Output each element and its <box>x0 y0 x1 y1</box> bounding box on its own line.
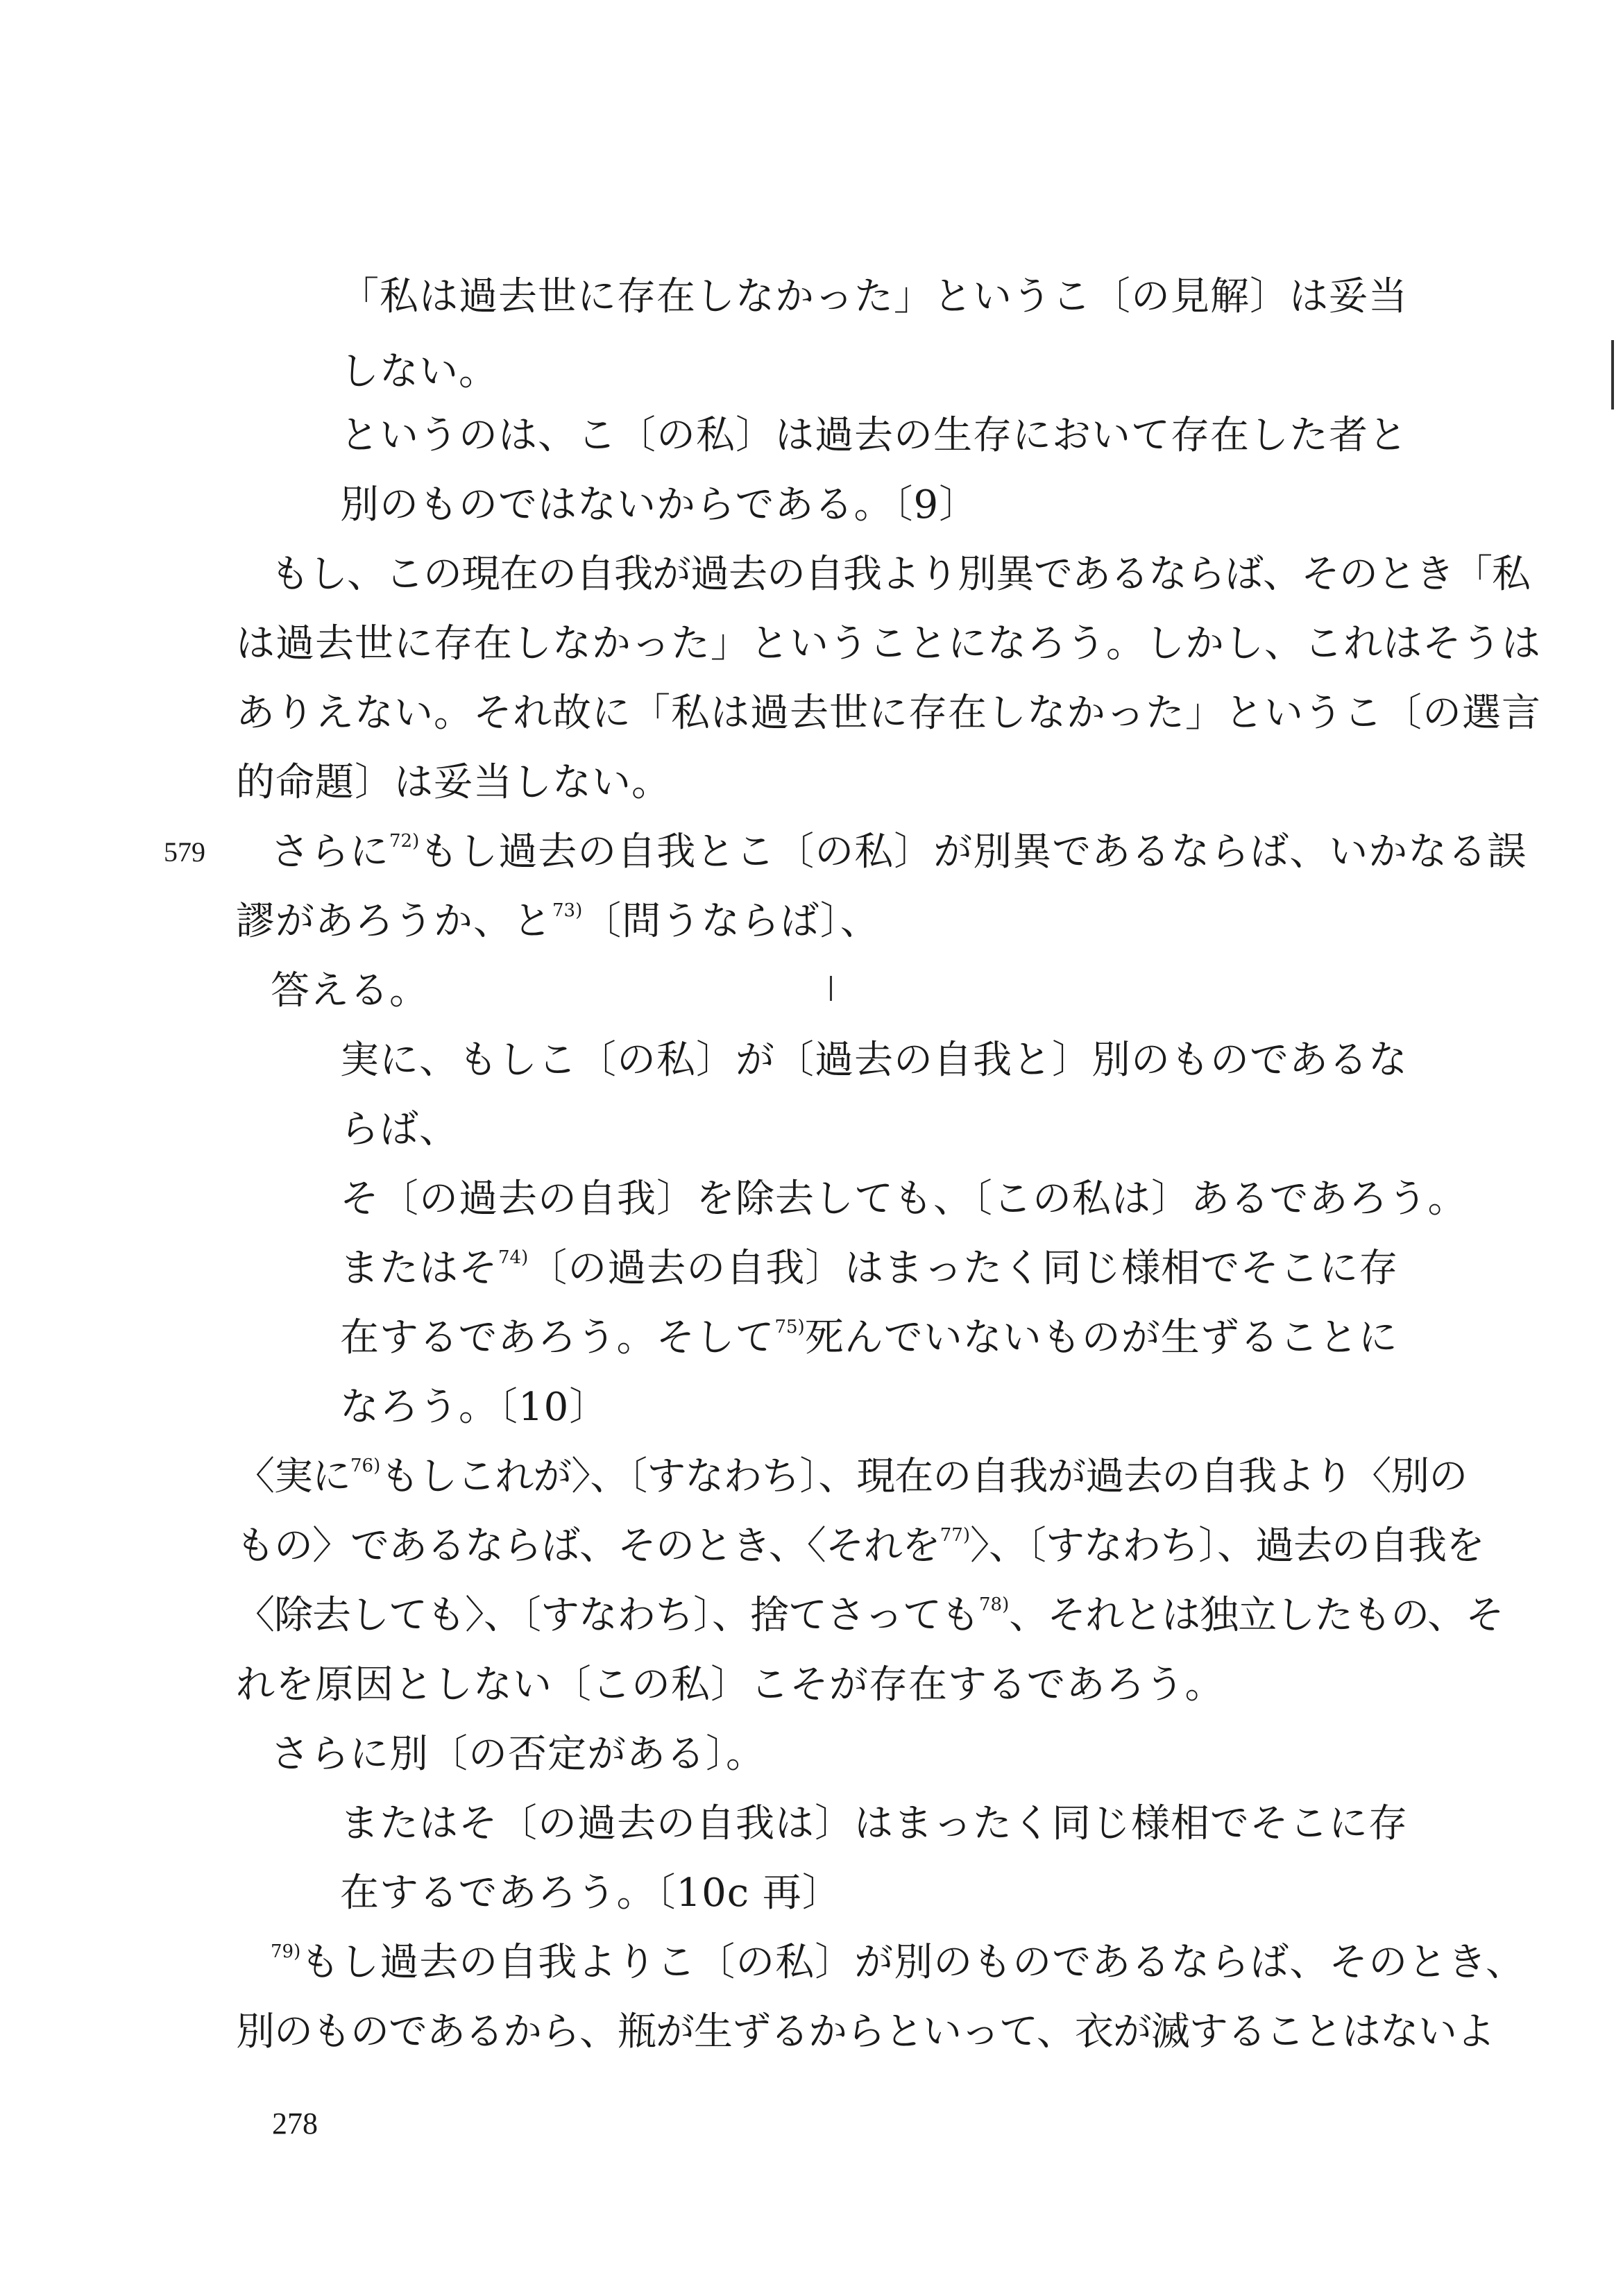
footnote-ref: 72) <box>389 831 420 852</box>
text-segment: 〔問うならば〕、 <box>582 899 880 944</box>
text-segment: 〈除去しても〉、〔すなわち〕、捨てさっても <box>236 1593 979 1638</box>
prose-line: もし、この現在の自我が過去の自我より別異であるならば、そのとき「私 <box>271 552 1530 597</box>
prose-line: さらに別〔の否定がある〕。 <box>271 1732 765 1777</box>
verse-line: らば、 <box>340 1107 459 1152</box>
footnote-ref: 76) <box>350 1455 381 1476</box>
footnote-ref: 74) <box>498 1247 529 1268</box>
verse-line: 実に、もしこ〔の私〕が〔過去の自我と〕別のものであるな <box>340 1038 1408 1083</box>
footnote-ref: 73) <box>552 900 583 921</box>
verse-line <box>340 1244 1398 1294</box>
scan-mark <box>830 976 832 1001</box>
prose-line: 別のものであるから、瓶が生ずるからといって、衣が滅することはないよ <box>236 2009 1495 2054</box>
text-segment: 〔の過去の自我〕はまったく同じ様相でそこに存 <box>528 1246 1399 1291</box>
text-segment: さらに <box>271 829 389 875</box>
prose-line <box>236 1591 1504 1641</box>
prose-line: ありえない。それ故に「私は過去世に存在しなかった」というこ〔の選言 <box>236 691 1541 736</box>
page-number: 278 <box>272 2107 318 2141</box>
verse-line <box>340 1313 1398 1363</box>
verse-line: 別のものではないからである。〔9〕 <box>340 482 979 527</box>
verse-line: なろう。〔10〕 <box>340 1385 609 1430</box>
prose-line <box>236 1452 1467 1502</box>
footnote-ref: 79) <box>271 1941 301 1962</box>
text-segment: もしこれが〉、〔すなわち〕、現在の自我が過去の自我より〈別の <box>380 1454 1468 1499</box>
text-segment: 死んでいないものが生ずることに <box>804 1315 1398 1360</box>
prose-line <box>236 1521 1484 1571</box>
verse-line: 在するであろう。〔10c 再〕 <box>340 1871 842 1916</box>
footnote-ref: 75) <box>774 1317 805 1337</box>
text-segment: 謬があろうか、と <box>236 899 552 944</box>
margin-number: 579 <box>164 836 205 868</box>
prose-line: れを原因としない〔この私〕こそが存在するであろう。 <box>236 1662 1225 1707</box>
text-segment: 〉、〔すなわち〕、過去の自我を <box>970 1523 1484 1569</box>
prose-line: 答える。 <box>271 968 429 1013</box>
prose-line <box>271 827 1527 877</box>
verse-line: しない。 <box>340 349 498 394</box>
verse-line: というのは、こ〔の私〕は過去の生存において存在した者と <box>340 413 1408 458</box>
prose-line: 的命題〕は妥当しない。 <box>236 760 671 805</box>
verse-line: そ〔の過去の自我〕を除去しても、〔この私は〕あるであろう。 <box>340 1176 1468 1222</box>
text-segment: 在するであろう。そして <box>340 1315 775 1360</box>
prose-line <box>271 1938 1525 1988</box>
scan-mark <box>1611 340 1614 410</box>
text-segment: もし過去の自我とこ〔の私〕が別異であるならば、いかなる誤 <box>419 829 1527 875</box>
text-segment: またはそ <box>340 1246 498 1291</box>
footnote-ref: 77) <box>940 1525 970 1546</box>
prose-line <box>236 897 880 947</box>
text-segment: もの〉であるならば、そのとき、〈それを <box>236 1523 940 1569</box>
verse-line: 「私は過去世に存在しなかった」というこ〔の見解〕は妥当 <box>340 274 1408 319</box>
verse-line: またはそ〔の過去の自我は〕はまったく同じ様相でそこに存 <box>340 1801 1408 1846</box>
text-segment: 、それとは独立したもの、そ <box>1009 1593 1504 1638</box>
text-segment: もし過去の自我よりこ〔の私〕が別のものであるならば、そのとき、 <box>300 1940 1525 1985</box>
prose-line: は過去世に存在しなかった」ということになろう。しかし、これはそうは <box>236 621 1541 666</box>
text-segment: 〈実に <box>236 1454 350 1499</box>
footnote-ref: 78) <box>979 1594 1010 1615</box>
